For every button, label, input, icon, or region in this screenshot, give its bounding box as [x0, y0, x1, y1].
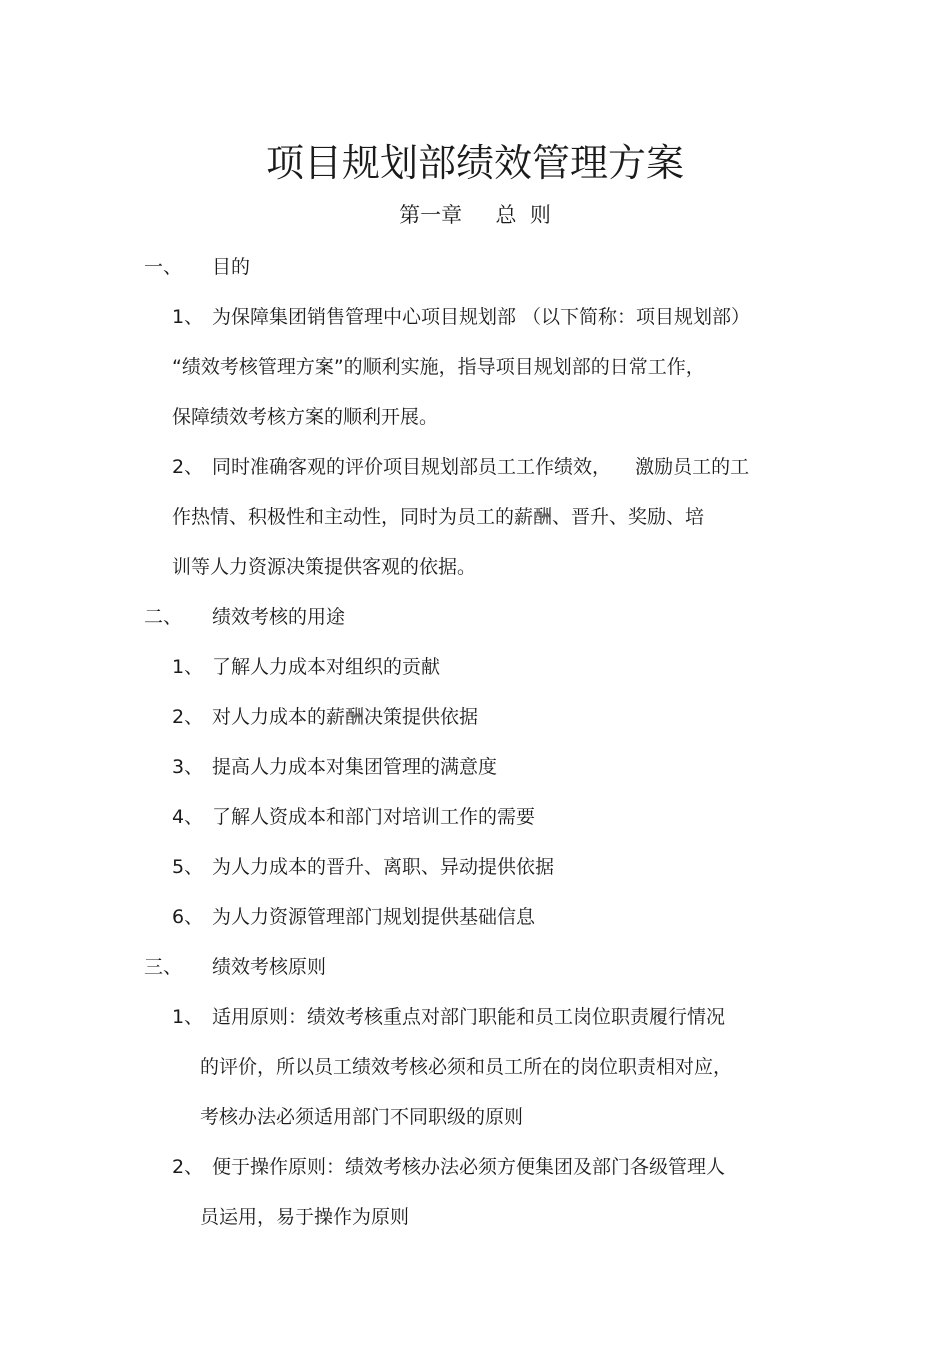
section-heading: 绩效考核的用途: [212, 606, 346, 628]
item-text: 便于操作原则：绩效考核办法必须方便集团及部门各级管理人: [212, 1156, 726, 1178]
item-continuation: 保障绩效考核方案的顺利开展。: [172, 406, 439, 428]
item-continuation: 考核办法必须适用部门不同职级的原则: [200, 1106, 524, 1128]
item-continuation: 作热情、积极性和主动性，同时为员工的薪酬、晋升、奖励、培: [172, 506, 705, 528]
document-title: 项目规划部绩效管理方案: [265, 141, 684, 185]
section-number: 一、: [144, 256, 183, 278]
item-number: 2、: [172, 456, 204, 478]
item-text: 为人力资源管理部门规划提供基础信息: [212, 906, 536, 928]
item-continuation: 的评价，所以员工绩效考核必须和员工所在的岗位职责相对应，: [200, 1056, 733, 1078]
item-text: 了解人资成本和部门对培训工作的需要: [212, 806, 536, 828]
item-text: 为保障集团销售管理中心项目规划部 （以下简称：项目规划部）: [212, 306, 751, 328]
item-continuation: 员运用，易于操作为原则: [200, 1206, 410, 1228]
chapter-heading: 第一章 总 则: [399, 203, 551, 227]
section-number: 三、: [144, 956, 183, 978]
item-text: 提高人力成本对集团管理的满意度: [212, 756, 498, 778]
item-number: 5、: [172, 856, 204, 878]
item-number: 1、: [172, 656, 204, 678]
item-continuation: 训等人力资源决策提供客观的依据。: [172, 556, 477, 578]
item-text: 对人力成本的薪酬决策提供依据: [212, 706, 479, 728]
item-text: 适用原则：绩效考核重点对部门职能和员工岗位职责履行情况: [212, 1006, 726, 1028]
item-number: 3、: [172, 756, 204, 778]
item-number: 2、: [172, 706, 204, 728]
item-text: 同时准确客观的评价项目规划部员工工作绩效， 激励员工的工: [212, 456, 750, 478]
item-text: 为人力成本的晋升、离职、异动提供依据: [212, 856, 555, 878]
section-heading: 目的: [212, 256, 251, 278]
section-heading: 绩效考核原则: [212, 956, 327, 978]
item-number: 1、: [172, 306, 204, 328]
item-continuation: “绩效考核管理方案”的顺利实施，指导项目规划部的日常工作，: [172, 356, 705, 378]
section-number: 二、: [144, 606, 183, 628]
item-number: 2、: [172, 1156, 204, 1178]
item-text: 了解人力成本对组织的贡献: [212, 656, 441, 678]
item-number: 4、: [172, 806, 204, 828]
item-number: 6、: [172, 906, 204, 928]
item-number: 1、: [172, 1006, 204, 1028]
